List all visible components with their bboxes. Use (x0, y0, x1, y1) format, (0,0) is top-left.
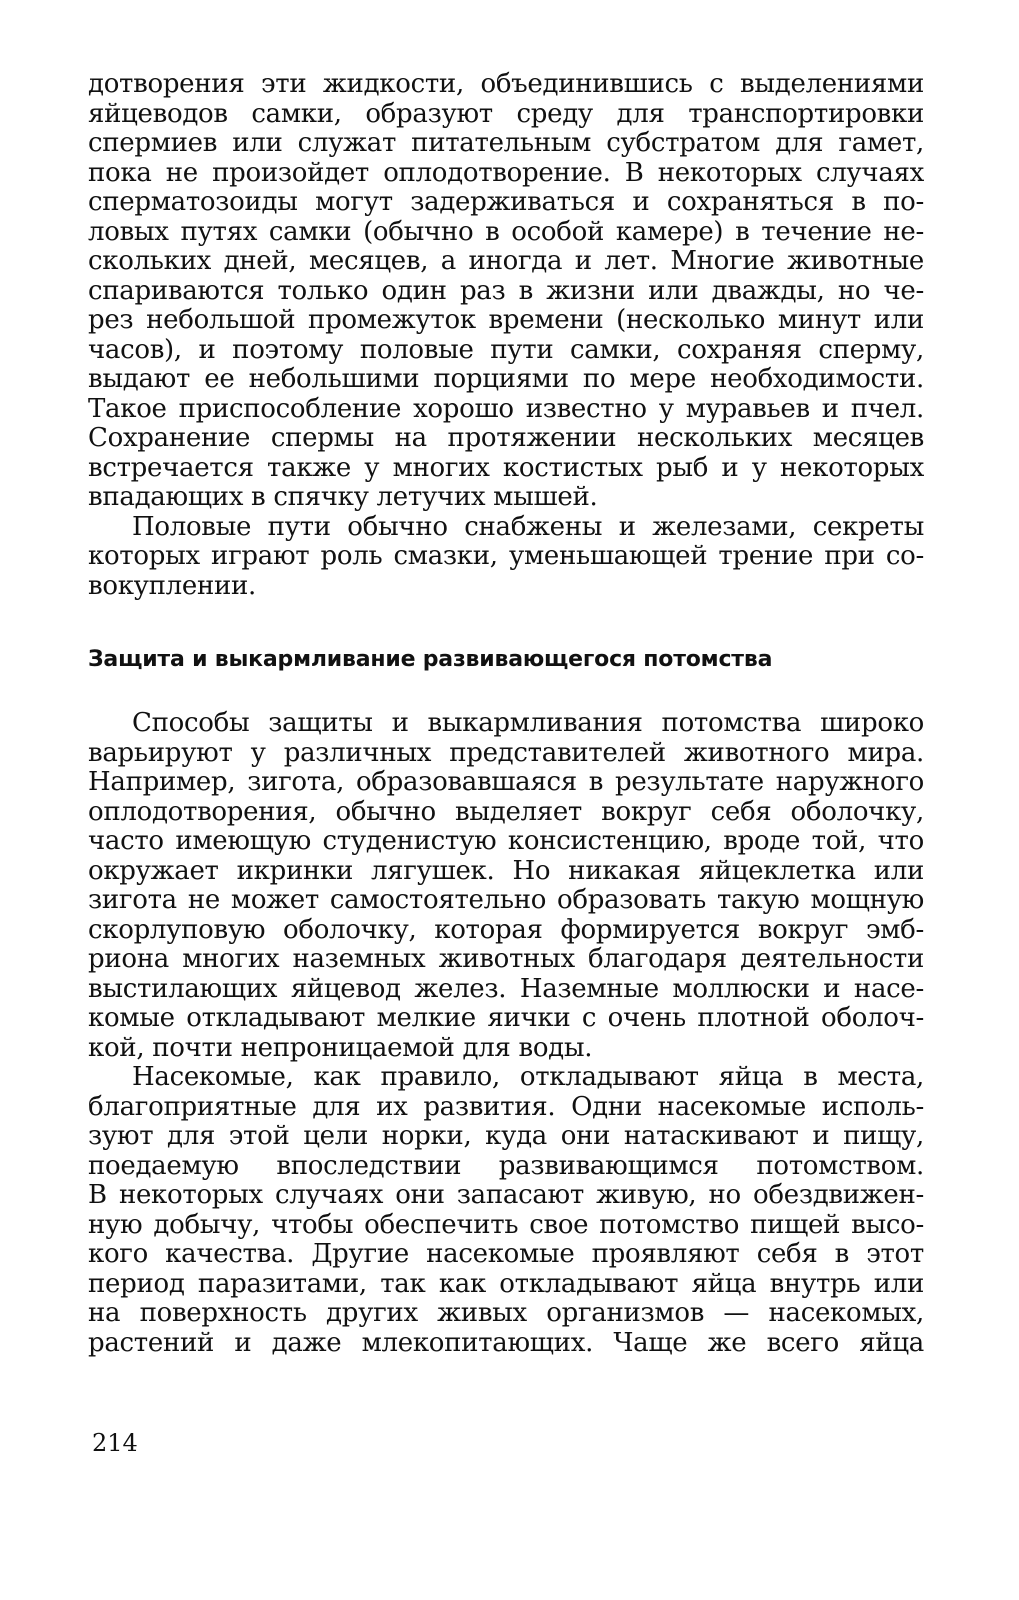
text-line: Насекомые, как правило, откладывают яйца в места, (132, 1062, 924, 1092)
text-line: спариваются только один раз в жизни или дважды, но че- (88, 275, 924, 306)
text-line: часов), и поэтому половые пути самки, сохраняя сперму, (88, 334, 924, 365)
text-line: кого качества. Другие насекомые проявляют себя в этот (88, 1239, 924, 1269)
paragraph (88, 1063, 924, 1358)
text-line: В некоторых случаях они запасают живую, но обездвижен- (88, 1180, 924, 1210)
text-line: Например, зигота, образовавшаяся в результате наружного (88, 767, 924, 797)
text-line: которых играют роль смазки, уменьшающей трение при со- (88, 541, 924, 571)
text-line: пока не произойдет оплодотворение. В некоторых случаях (88, 157, 924, 188)
text-line: спермиев или служат питательным субстратом для гамет, (88, 128, 924, 158)
text-line: сперматозоиды могут задерживаться и сохраняться в по- (88, 187, 924, 217)
text-line: ную добычу, чтобы обеспечить свое потомство пищей высо- (88, 1209, 924, 1240)
text-line: растений и даже млекопитающих. Чаще же всего яйца (88, 1327, 924, 1358)
text-line: оплодотворения, обычно выделяет вокруг себя оболочку, (88, 796, 924, 827)
text-line: зуют для этой цели норки, куда они натаскивают и пищу, (88, 1121, 924, 1151)
text-line: благоприятные для их развития. Одни насекомые исполь- (88, 1091, 924, 1122)
section-heading: Защита и выкармливание развивающегося потомства (88, 647, 773, 672)
text-line: на поверхность других живых организмов — насекомых, (88, 1298, 924, 1328)
text-line: скольких дней, месяцев, а иногда и лет. Многие животные (88, 246, 924, 276)
text-line: впадающих в спячку летучих мышей. (88, 482, 598, 512)
text-line: скорлуповую оболочку, которая формируется вокруг эмб- (88, 914, 924, 945)
text-line: окружает икринки лягушек. Но никакая яйцеклетка или (88, 855, 924, 886)
text-line: зигота не может самостоятельно образовать такую мощную (88, 885, 924, 915)
text-line: кой, почти непроницаемой для воды. (88, 1032, 593, 1063)
text-line: часто имеющую студенистую консистенцию, вроде той, что (88, 826, 924, 856)
text-line: выдают ее небольшими порциями по мере необходимости. (88, 364, 924, 394)
text-line: яйцеводов самки, образуют среду для транспортировки (88, 98, 924, 129)
text-line: поедаемую впоследствии развивающимся потомством. (88, 1150, 924, 1181)
page-number: 214 (92, 1429, 138, 1457)
text-line: встречается также у многих костистых рыб и у некоторых (88, 452, 924, 483)
paragraph (88, 513, 924, 602)
text-line: ловых путях самки (обычно в особой камере) в течение не- (88, 216, 924, 247)
text-line: рез небольшой промежуток времени (несколько минут или (88, 305, 924, 335)
text-line: выстилающих яйцевод желез. Наземные моллюски и насе- (88, 973, 924, 1004)
text-line: Половые пути обычно снабжены и железами, секреты (132, 511, 924, 542)
text-line: Такое приспособление хорошо известно у муравьев и пчел. (88, 393, 924, 424)
text-line: Сохранение спермы на протяжении нескольких месяцев (88, 423, 924, 453)
text-line: период паразитами, так как откладывают яйца внутрь или (88, 1268, 924, 1299)
text-line: дотворения эти жидкости, объединившись с выделениями (88, 69, 924, 99)
text-line: комые откладывают мелкие яички с очень плотной оболоч- (88, 1003, 924, 1033)
text-line: Способы защиты и выкармливания потомства широко (132, 708, 924, 738)
paragraph (88, 70, 924, 513)
text-line: варьируют у различных представителей животного мира. (88, 737, 924, 768)
paragraph (88, 709, 924, 1063)
text-line: риона многих наземных животных благодаря деятельности (88, 944, 924, 974)
page-body (88, 70, 924, 1358)
text-line: вокуплении. (88, 570, 257, 601)
